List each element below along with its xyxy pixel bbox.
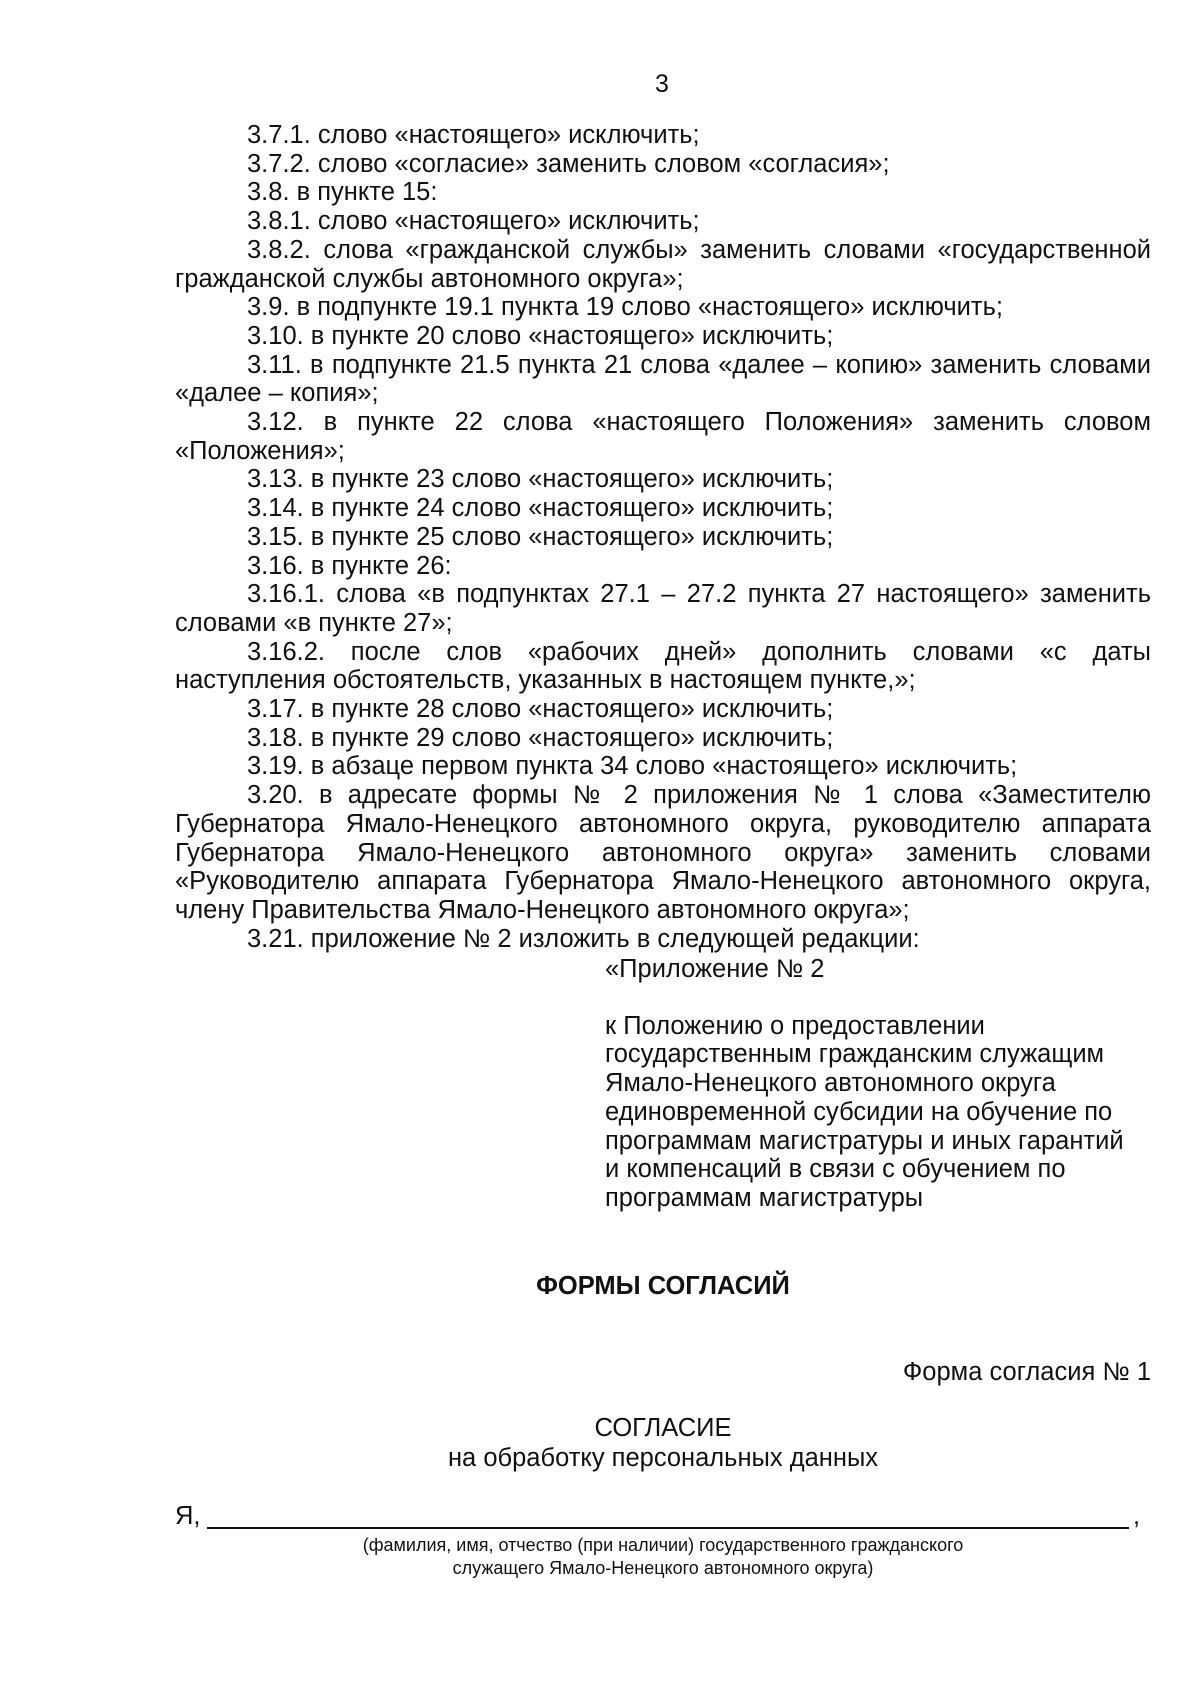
paragraph-3-16-1: 3.16.1. слова «в подпунктах 27.1 – 27.2 пункта 27 настоящего» заменить словами «в пункте 27»;	[175, 580, 1151, 637]
fill-suffix: ,	[1133, 1502, 1141, 1530]
appendix-line: государственным гражданским служащим	[605, 1040, 1105, 1069]
consent-heading	[175, 1413, 1151, 1473]
paragraph-3-21: 3.21. приложение № 2 изложить в следующей редакции:	[247, 924, 920, 953]
paragraph-3-8-1: 3.8.1. слово «настоящего» исключить;	[247, 207, 700, 236]
page-number: 3	[655, 70, 669, 98]
name-fill-row	[175, 1502, 1151, 1532]
appendix-line: программам магистратуры и иных гарантий	[605, 1126, 1124, 1155]
paragraph-3-12: 3.12. в пункте 22 слова «настоящего Положения» заменить словом «Положения»;	[175, 408, 1151, 465]
paragraph-3-13: 3.13. в пункте 23 слово «настоящего» исключить;	[247, 465, 834, 494]
paragraph-3-8-2: 3.8.2. слова «гражданской службы» заменить словами «государственной гражданской службы автономного округа»;	[175, 235, 1151, 293]
form-number: Форма согласия № 1	[902, 1358, 1151, 1386]
paragraph-3-16: 3.16. в пункте 26:	[247, 551, 452, 580]
forms-title: ФОРМЫ СОГЛАСИЙ	[536, 1272, 790, 1300]
paragraph-3-18: 3.18. в пункте 29 слово «настоящего» исключить;	[247, 723, 834, 752]
appendix-title: «Приложение № 2	[605, 955, 825, 983]
paragraph-3-15: 3.15. в пункте 25 слово «настоящего» исключить;	[247, 522, 834, 551]
paragraph-3-20: 3.20. в адресате формы № 2 приложения № 1 слова «Заместителю Губернатора Ямало-Ненецкого автономного округа, руководителю аппарата Губернатора Ямало-Ненецкого автономного округа» заменить словами «Руководителю аппарата Губернатора Ямало-Ненецкого автономного округа, члену Правительства Ямало-Ненецкого автономного округа»;	[175, 781, 1151, 924]
paragraph-3-19: 3.19. в абзаце первом пункта 34 слово «настоящего» исключить;	[247, 752, 1018, 781]
paragraph-3-11: 3.11. в подпункте 21.5 пункта 21 слова «далее – копию» заменить словами «далее – копия»;	[175, 350, 1151, 408]
appendix-line: программам магистратуры	[605, 1183, 924, 1212]
appendix-line: и компенсаций в связи с обучением по	[605, 1155, 1066, 1184]
consent-title: СОГЛАСИЕ	[594, 1414, 732, 1442]
paragraph-3-17: 3.17. в пункте 28 слово «настоящего» исключить;	[247, 695, 834, 724]
appendix-description	[605, 1012, 1165, 1213]
paragraph-3-9: 3.9. в подпункте 19.1 пункта 19 слово «настоящего» исключить;	[247, 293, 1003, 322]
caption-line-2: служащего Ямало-Ненецкого автономного округа)	[452, 1558, 874, 1578]
appendix-line: единовременной субсидии на обучение по	[605, 1097, 1113, 1126]
consent-subtitle: на обработку персональных данных	[447, 1444, 879, 1472]
paragraph-3-7-2: 3.7.2. слово «согласие» заменить словом «согласия»;	[247, 149, 890, 178]
name-blank-caption	[175, 1534, 1151, 1580]
paragraph-3-14: 3.14. в пункте 24 слово «настоящего» исключить;	[247, 494, 834, 523]
paragraph-3-8: 3.8. в пункте 15:	[247, 178, 438, 207]
paragraph-3-16-2: 3.16.2. после слов «рабочих дней» дополнить словами «с даты наступления обстоятельств, указанных в настоящем пункте,»;	[175, 637, 1151, 695]
appendix-line: к Положению о предоставлении	[605, 1011, 985, 1040]
paragraph-3-7-1: 3.7.1. слово «настоящего» исключить;	[247, 121, 700, 149]
caption-line-1: (фамилия, имя, отчество (при наличии) государственного гражданского	[362, 1535, 964, 1555]
appendix-line: Ямало-Ненецкого автономного округа	[605, 1069, 1056, 1098]
fill-prefix: Я,	[175, 1502, 201, 1530]
name-blank-line	[207, 1527, 1129, 1529]
paragraph-3-10: 3.10. в пункте 20 слово «настоящего» исключить;	[247, 321, 834, 350]
appendix-header	[605, 955, 1165, 1213]
amendments-list	[175, 121, 1151, 953]
